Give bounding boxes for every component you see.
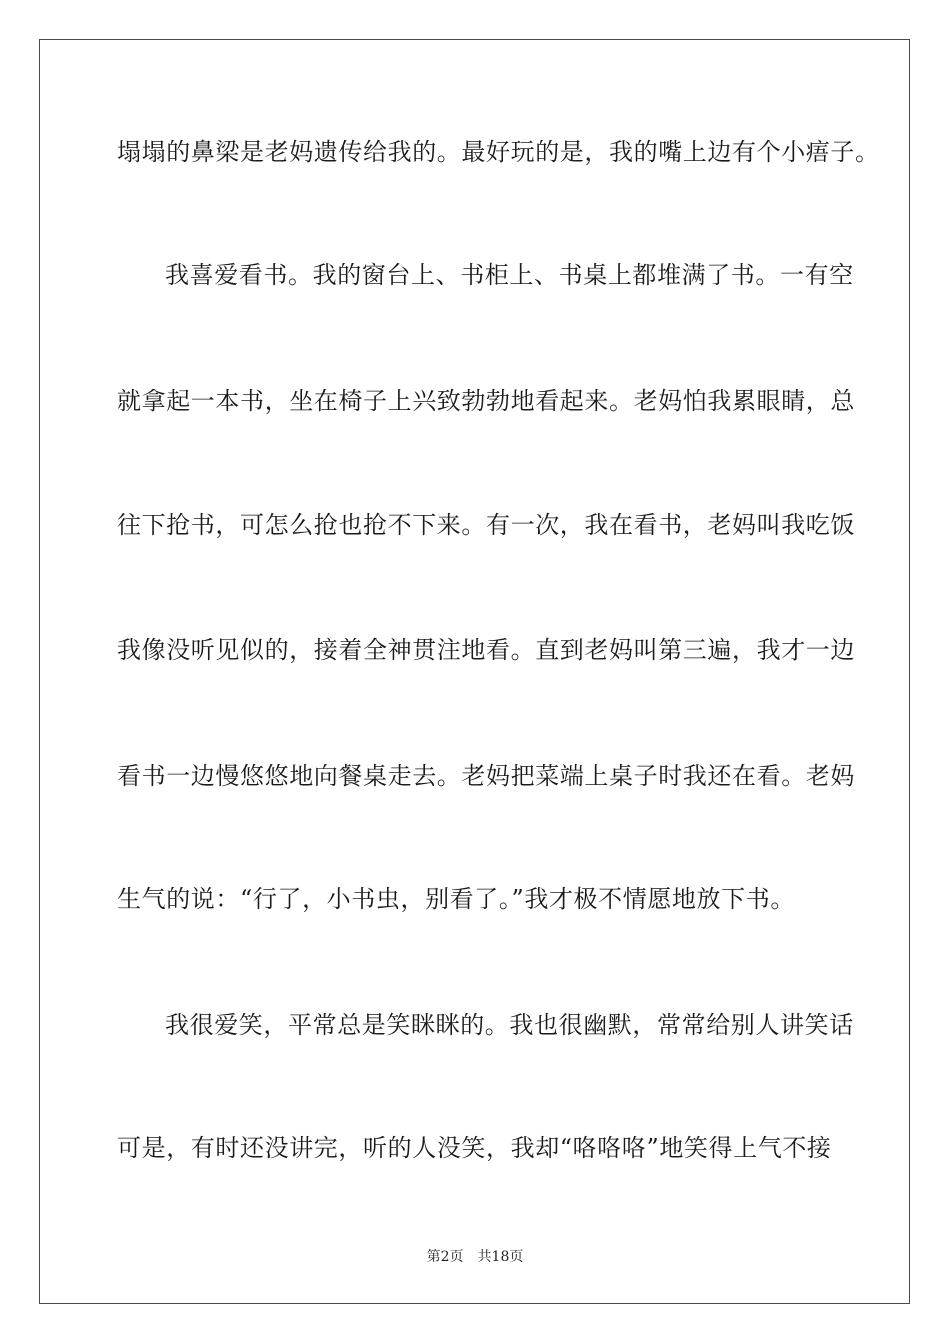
text-line-1: 塌塌的鼻梁是老妈遗传给我的。最好玩的是，我的嘴上边有个小痦子。 xyxy=(117,138,880,166)
page-number: 第2页 xyxy=(426,1249,464,1265)
text-line-2: 我喜爱看书。我的窗台上、书柜上、书桌上都堆满了书。一有空 xyxy=(165,261,854,289)
text-line-6: 看书一边慢悠悠地向餐桌走去。老妈把菜端上桌子时我还在看。老妈 xyxy=(117,762,855,790)
page-total: 共18页 xyxy=(477,1249,524,1265)
text-line-3: 就拿起一本书，坐在椅子上兴致勃勃地看起来。老妈怕我累眼睛，总 xyxy=(117,387,855,415)
text-line-7: 生气的说：“行了，小书虫，别看了。”我才极不情愿地放下书。 xyxy=(117,885,795,913)
page-border xyxy=(39,39,910,1304)
text-line-4: 往下抢书，可怎么抢也抢不下来。有一次，我在看书，老妈叫我吃饭 xyxy=(117,511,855,539)
page-footer xyxy=(0,1248,950,1266)
text-line-8: 我很爱笑，平常总是笑眯眯的。我也很幽默，常常给别人讲笑话 xyxy=(165,1011,854,1039)
text-line-9: 可是，有时还没讲完，听的人没笑，我却“咯咯咯”地笑得上气不接 xyxy=(117,1134,832,1162)
text-line-5: 我像没听见似的，接着全神贯注地看。直到老妈叫第三遍，我才一边 xyxy=(117,636,855,664)
